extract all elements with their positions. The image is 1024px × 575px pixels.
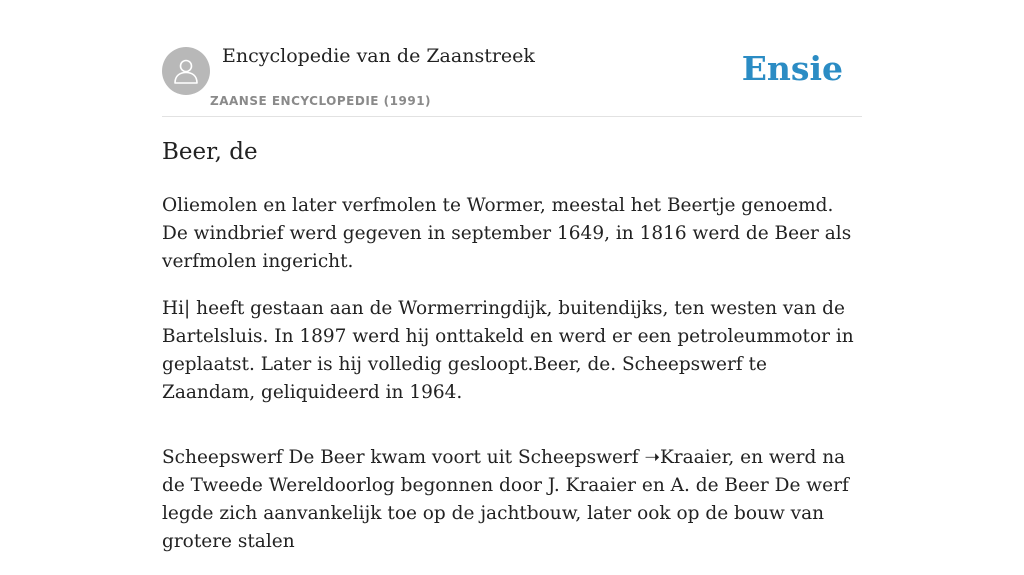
entry-title: Beer, de	[162, 139, 258, 165]
paragraph: Scheepswerf De Beer kwam voort uit Scheepswerf ➝Kraaier, en werd na de Tweede Wereldoorlog begonnen door J. Kraaier en A. de Beer De werf legde zich aanvankelijk toe op de jachtbouw, later ook op de bouw van grotere stalen	[162, 447, 849, 552]
entry-page	[162, 0, 862, 552]
paragraph: Oliemolen en later verfmolen te Wormer, meestal het Beertje genoemd. De windbrief werd gegeven in september 1649, in 1816 werd de Beer als verfmolen ingericht.	[162, 195, 852, 272]
source-subtitle: ZAANSE ENCYCLOPEDIE (1991)	[210, 94, 432, 108]
entry-body	[162, 192, 862, 575]
paragraph: Hi| heeft gestaan aan de Wormerringdijk, buitendijks, ten westen van de Bartelsluis. In 1897 werd hij onttakeld en werd er een petroleummotor in geplaatst. Later is hij volledig gesloopt.Beer, de. Scheepswerf te Zaandam, geliquideerd in 1964.	[162, 298, 854, 403]
brand-logo[interactable]: Ensie	[741, 49, 843, 88]
source-title[interactable]: Encyclopedie van de Zaanstreek	[222, 45, 535, 67]
source-header	[162, 0, 862, 117]
avatar[interactable]	[162, 47, 210, 95]
user-icon	[171, 56, 201, 86]
